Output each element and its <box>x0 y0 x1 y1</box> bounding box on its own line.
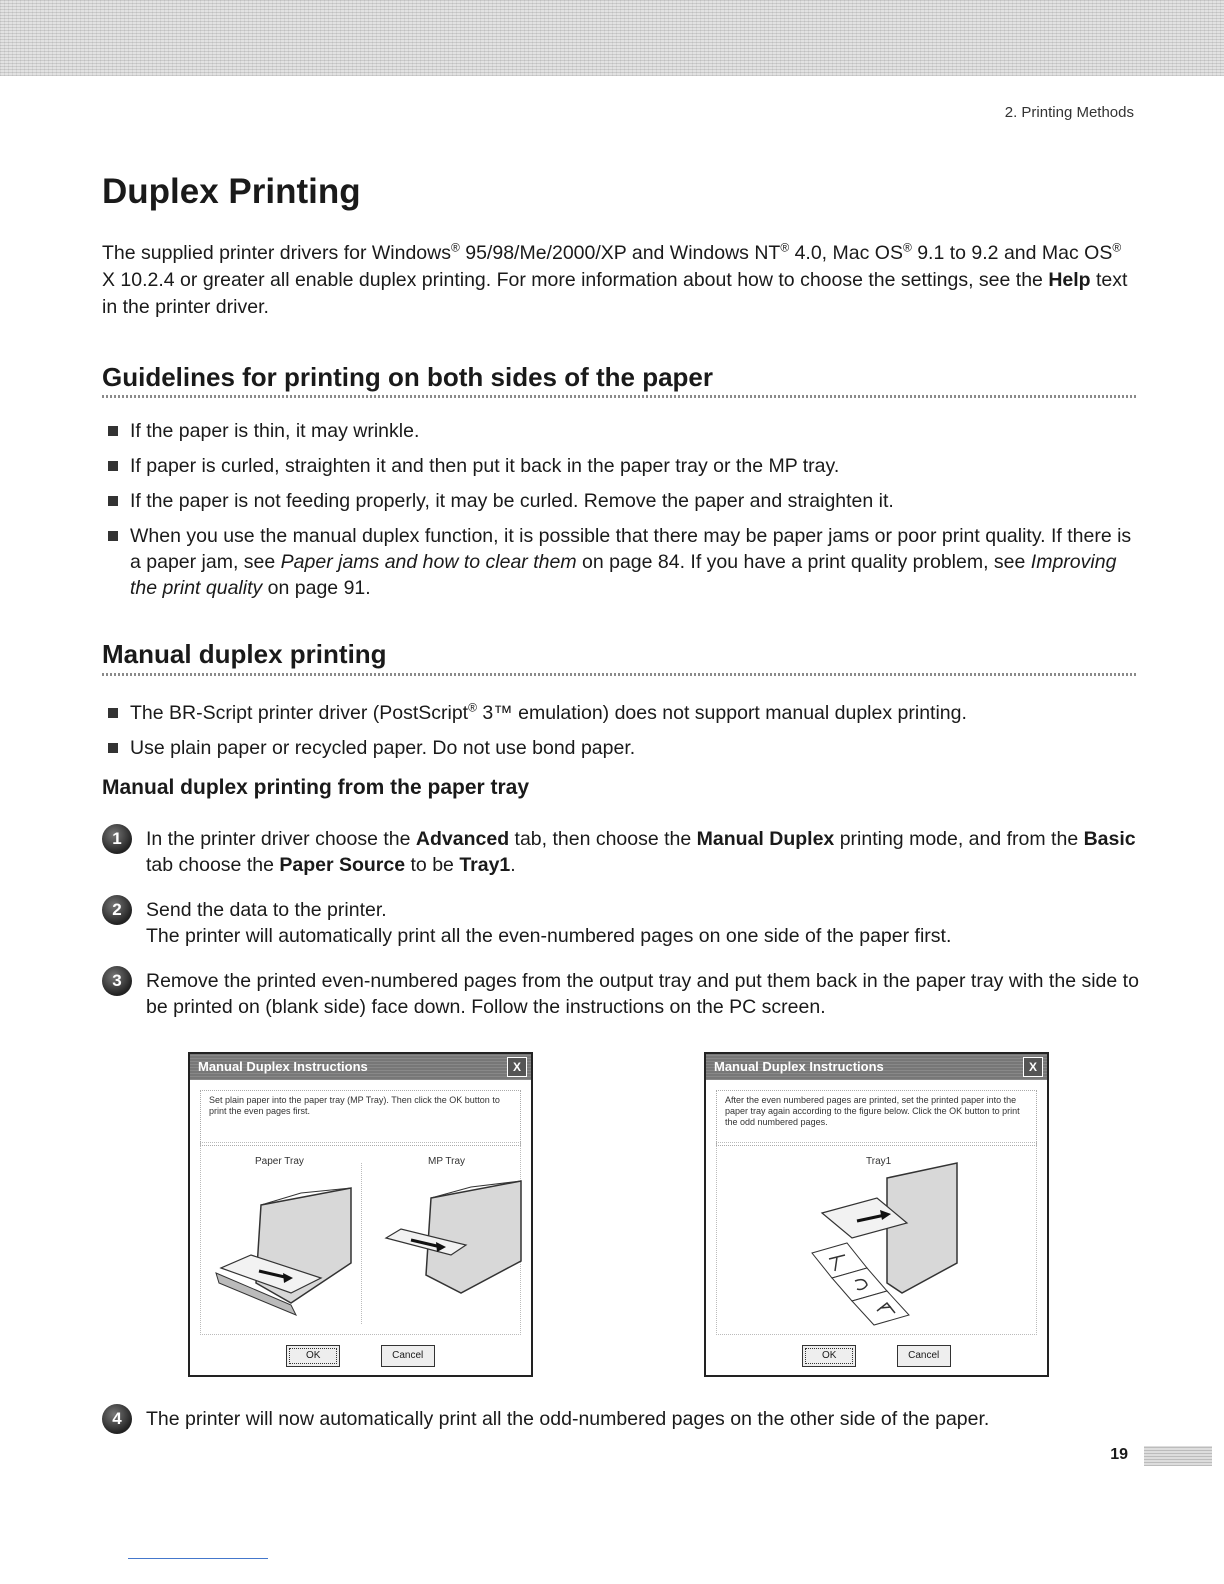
manual-duplex-dialog-1 <box>188 1052 533 1377</box>
print-quality-reference: Improving the print quality <box>130 551 1117 599</box>
dialog-buttons <box>190 1345 531 1367</box>
step-text: The printer will now automatically print all the odd-numbered pages on the other side of the paper. <box>146 1408 990 1430</box>
step-number-badge: 2 <box>102 895 132 925</box>
ok-button[interactable]: OK <box>286 1345 340 1367</box>
list-item: If paper is curled, straighten it and then put it back in the paper tray or the MP tray. <box>108 453 1138 479</box>
step-2 <box>102 897 1142 949</box>
dialog-illustration-area <box>716 1142 1037 1335</box>
guidelines-rule <box>102 395 1138 398</box>
dialog-title: Manual Duplex Instructions <box>198 1059 368 1074</box>
step-3 <box>102 968 1142 1020</box>
intro-paragraph: The supplied printer drivers for Windows® 95/98/Me/2000/XP and Windows NT® 4.0, Mac OS® 9.1 to 9.2 and Mac OS® X 10.2.4 or greater all enable duplex printing. For more information about how to choose the settings, see the Help text in the printer driver. <box>102 240 1128 318</box>
manual-duplex-heading: Manual duplex printing <box>102 639 387 669</box>
list-item: Use plain paper or recycled paper. Do not use bond paper. <box>108 735 1138 761</box>
printer-paper-tray-illustration <box>216 1188 351 1315</box>
manual-duplex-list <box>108 700 1138 770</box>
dialog-titlebar <box>706 1054 1047 1080</box>
paper-jams-reference: Paper jams and how to clear them <box>280 551 577 573</box>
printer-mp-tray-illustration <box>386 1181 521 1293</box>
step-number-badge: 3 <box>102 966 132 996</box>
paper-tray-caption: Paper Tray <box>255 1156 304 1167</box>
list-item: When you use the manual duplex function, it is possible that there may be paper jams or poor print quality. If there is a paper jam, see Paper jams and how to clear them on page 84. If you have a print quality problem, see Improving the print quality on page 91. <box>108 523 1138 601</box>
mp-tray-caption: MP Tray <box>428 1156 466 1167</box>
step-text: Send the data to the printer. The printer will automatically print all the even-numbered pages on one side of the paper first. <box>146 899 952 947</box>
list-item: The BR-Script printer driver (PostScript® 3™ emulation) does not support manual duplex printing. <box>108 700 1138 726</box>
list-item: If the paper is thin, it may wrinkle. <box>108 418 1138 444</box>
step-number-badge: 1 <box>102 824 132 854</box>
step-text: In the printer driver choose the Advanced tab, then choose the Manual Duplex printing mode, and from the Basic tab choose the Paper Source to be Tray1. <box>146 828 1136 876</box>
tray-paper-orientation-illustration <box>717 1143 1040 1338</box>
dialog-buttons <box>706 1345 1047 1367</box>
dialog-message: After the even numbered pages are printed, set the printed paper into the paper tray again according to the figure below. Click the OK button to print the odd numbered pages. <box>716 1090 1037 1146</box>
step-4 <box>102 1406 1142 1432</box>
dialog-title: Manual Duplex Instructions <box>714 1059 884 1074</box>
step-number-badge: 4 <box>102 1404 132 1434</box>
printer-illustrations <box>201 1143 524 1338</box>
manual-duplex-dialog-2 <box>704 1052 1049 1377</box>
page-number: 19 <box>1110 1446 1128 1463</box>
square-bullet-icon <box>108 708 118 718</box>
cancel-button[interactable]: Cancel <box>897 1345 951 1367</box>
list-item: If the paper is not feeding properly, it may be curled. Remove the paper and straighten it. <box>108 488 1138 514</box>
paper-tray-subheading: Manual duplex printing from the paper tray <box>102 776 530 799</box>
help-keyword: Help <box>1048 269 1091 291</box>
section-label: 2. Printing Methods <box>1004 104 1134 121</box>
square-bullet-icon <box>108 496 118 506</box>
ok-button[interactable]: OK <box>802 1345 856 1367</box>
square-bullet-icon <box>108 743 118 753</box>
step-1 <box>102 826 1142 878</box>
step-text: Remove the printed even-numbered pages from the output tray and put them back in the paper tray with the side to be printed on (blank side) face down. Follow the instructions on the PC screen. <box>146 970 1139 1018</box>
guidelines-list <box>108 418 1138 610</box>
close-icon[interactable]: X <box>507 1057 527 1077</box>
page-number-pattern <box>1144 1446 1212 1466</box>
cancel-button[interactable]: Cancel <box>381 1345 435 1367</box>
square-bullet-icon <box>108 426 118 436</box>
close-icon[interactable]: X <box>1023 1057 1043 1077</box>
square-bullet-icon <box>108 531 118 541</box>
footer-line <box>128 1558 268 1559</box>
dialog-titlebar <box>190 1054 531 1080</box>
page-title: Duplex Printing <box>102 172 361 211</box>
guidelines-heading: Guidelines for printing on both sides of the paper <box>102 362 714 392</box>
square-bullet-icon <box>108 461 118 471</box>
manual-duplex-rule <box>102 673 1138 676</box>
dialog-illustration-area <box>200 1142 521 1335</box>
header-pattern-band <box>0 0 1224 76</box>
tray1-caption: Tray1 <box>866 1156 892 1167</box>
dialog-message: Set plain paper into the paper tray (MP Tray). Then click the OK button to print the even pages first. <box>200 1090 521 1146</box>
